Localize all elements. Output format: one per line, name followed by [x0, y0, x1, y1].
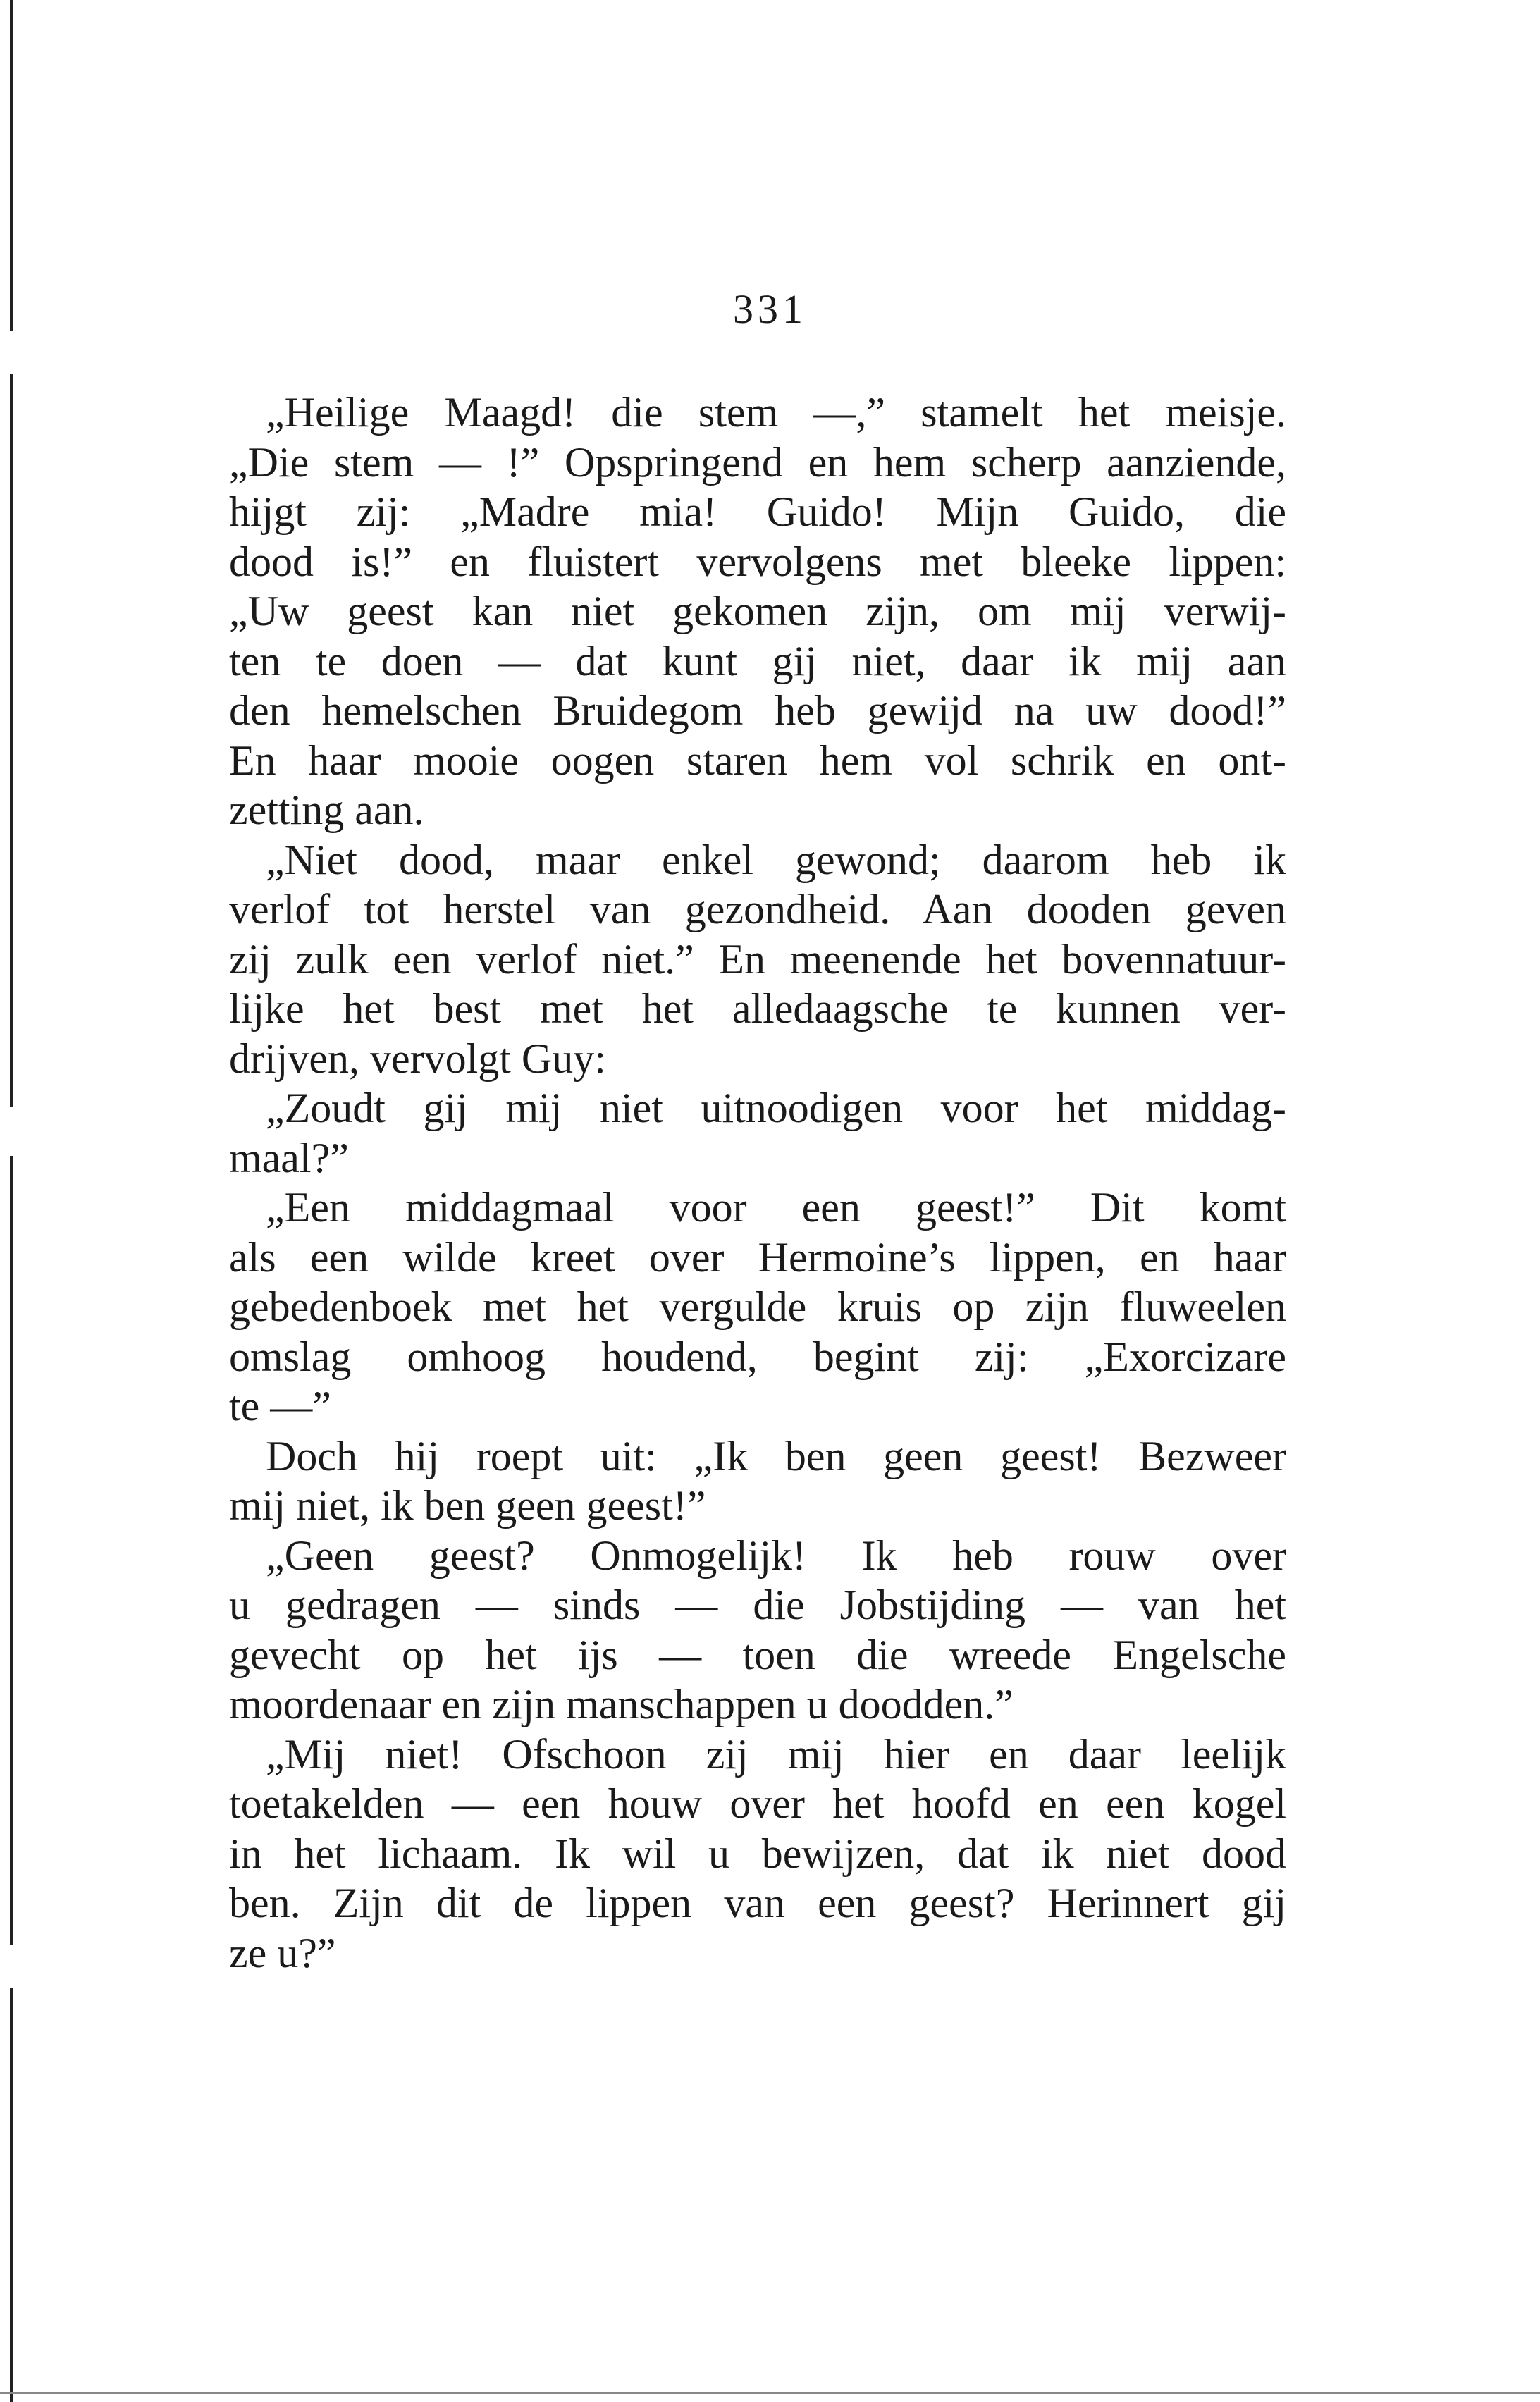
body-text	[229, 388, 1286, 1978]
text-line: lijke het best met het alledaagsche te kunnen ver-	[229, 985, 1286, 1032]
text-line: den hemelschen Bruidegom heb gewijd na uw dood!”	[229, 687, 1286, 734]
page-number: 331	[733, 286, 807, 332]
text-line: maal?”	[229, 1134, 349, 1181]
text-line: „Die stem — !” Opspringend en hem scherp aanziende,	[229, 438, 1286, 486]
text-line: moordenaar en zijn manschappen u doodden.”	[229, 1681, 1014, 1727]
text-line: dood is!” en fluistert vervolgens met bleeke lippen:	[229, 538, 1286, 585]
text-line: ten te doen — dat kunt gij niet, daar ik mij aan	[229, 637, 1286, 684]
text-line: zij zulk een verlof niet.” En meenende het bovennatuur-	[229, 935, 1286, 983]
text-line: in het lichaam. Ik wil u bewijzen, dat ik niet dood	[229, 1830, 1286, 1877]
text-line: „Een middagmaal voor een geest!” Dit komt	[266, 1184, 1286, 1231]
text-line: u gedragen — sinds — die Jobstijding — van het	[229, 1582, 1286, 1628]
text-line: te —”	[229, 1383, 331, 1429]
text-line: Doch hij roept uit: „Ik ben geen geest! Bezweer	[266, 1432, 1286, 1479]
scan-bottom-line	[0, 2392, 1540, 2394]
text-line: ben. Zijn dit de lippen van een geest? Herinnert gij	[229, 1880, 1286, 1926]
text-line: „Uw geest kan niet gekomen zijn, om mij verwij-	[229, 588, 1286, 634]
text-line: omslag omhoog houdend, begint zij: „Exorcizare	[229, 1333, 1286, 1380]
text-line: „Niet dood, maar enkel gewond; daarom heb ik	[266, 836, 1286, 883]
text-line: gevecht op het ijs — toen die wreede Engelsche	[229, 1631, 1286, 1678]
scan-edge-gap	[7, 331, 16, 374]
text-line: als een wilde kreet over Hermoine’s lippen, en haar	[229, 1233, 1286, 1281]
scan-edge-gap	[7, 1945, 16, 1988]
text-line: verlof tot herstel van gezondheid. Aan dooden geven	[229, 886, 1286, 932]
text-line: En haar mooie oogen staren hem vol schrik en ont-	[229, 737, 1286, 784]
scan-edge-gap	[7, 1107, 16, 1156]
text-line: „Mij niet! Ofschoon zij mij hier en daar leelijk	[266, 1730, 1286, 1778]
text-line: hijgt zij: „Madre mia! Guido! Mijn Guido, die	[229, 488, 1286, 535]
text-line: ze u?”	[229, 1929, 336, 1976]
text-line: zetting aan.	[229, 787, 424, 833]
text-line: toetakelden — een houw over het hoofd en een kogel	[229, 1780, 1286, 1827]
text-line: gebedenboek met het vergulde kruis op zijn fluweelen	[229, 1283, 1286, 1330]
text-line: drijven, vervolgt Guy:	[229, 1035, 606, 1082]
text-line: „Zoudt gij mij niet uitnoodigen voor het middag-	[266, 1085, 1286, 1131]
text-line: „Geen geest? Onmogelijk! Ik heb rouw over	[266, 1532, 1286, 1579]
text-line: „Heilige Maagd! die stem —,” stamelt het meisje.	[266, 389, 1286, 436]
text-line: mij niet, ik ben geen geest!”	[229, 1482, 706, 1529]
